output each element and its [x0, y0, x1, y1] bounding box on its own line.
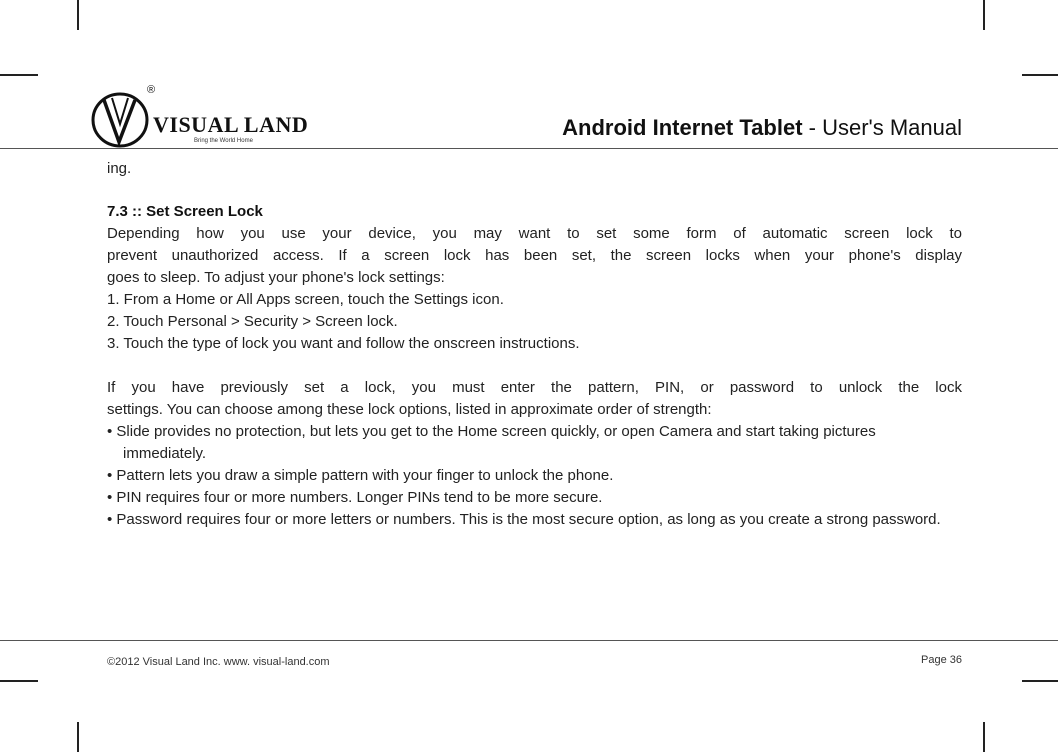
- step-item: 2. Touch Personal > Security > Screen lock.: [107, 313, 398, 330]
- brand-name: VISUAL LAND: [153, 112, 309, 137]
- crop-mark-left-upper: [0, 74, 38, 76]
- registered-mark: ®: [147, 84, 156, 96]
- options-intro-line: settings. You can choose among these lock options, listed in approximate order of strength:: [107, 401, 712, 418]
- crop-mark-left-lower: [0, 680, 38, 682]
- page-title-bold: Android Internet Tablet: [562, 115, 803, 140]
- crop-mark-right-lower: [1022, 680, 1058, 682]
- crop-mark-right-upper: [1022, 74, 1058, 76]
- bullet-item: • PIN requires four or more numbers. Longer PINs tend to be more secure.: [107, 489, 603, 506]
- brand-tagline: Bring the World Home: [194, 138, 253, 144]
- brand-logo: [90, 82, 320, 150]
- bullet-item: • Slide provides no protection, but lets you get to the Home screen quickly, or open Camera and start taking pictures immediately.: [107, 423, 876, 462]
- bullet-item: • Password requires four or more letters or numbers. This is the most secure option, as long as you create a strong password.: [107, 511, 941, 528]
- page-body: [107, 158, 962, 531]
- continuation-text: ing.: [107, 160, 132, 177]
- footer-divider: [0, 640, 1058, 641]
- intro-line: Depending how you use your device, you may want to set some form of automatic screen lock to: [107, 225, 962, 242]
- page-title: [562, 115, 962, 141]
- crop-mark-bottom-right: [983, 722, 985, 752]
- footer-copyright: ©2012 Visual Land Inc. www. visual-land.com: [107, 656, 330, 668]
- step-item: 3. Touch the type of lock you want and follow the onscreen instructions.: [107, 335, 580, 352]
- section-heading: 7.3 :: Set Screen Lock: [107, 203, 263, 220]
- header-divider: [0, 148, 1058, 149]
- step-item: 1. From a Home or All Apps screen, touch the Settings icon.: [107, 291, 504, 308]
- crop-mark-bottom-left: [77, 722, 79, 752]
- options-intro-line: If you have previously set a lock, you must enter the pattern, PIN, or password to unlock the lock: [107, 379, 962, 396]
- bullet-item: • Pattern lets you draw a simple pattern with your finger to unlock the phone.: [107, 467, 614, 484]
- intro-line: goes to sleep. To adjust your phone's lock settings:: [107, 269, 445, 286]
- crop-mark-top-right: [983, 0, 985, 30]
- page-title-rest: - User's Manual: [802, 115, 962, 140]
- page-number: Page 36: [921, 654, 962, 666]
- crop-mark-top-left: [77, 0, 79, 30]
- intro-line: prevent unauthorized access. If a screen lock has been set, the screen locks when your phone's display: [107, 247, 962, 264]
